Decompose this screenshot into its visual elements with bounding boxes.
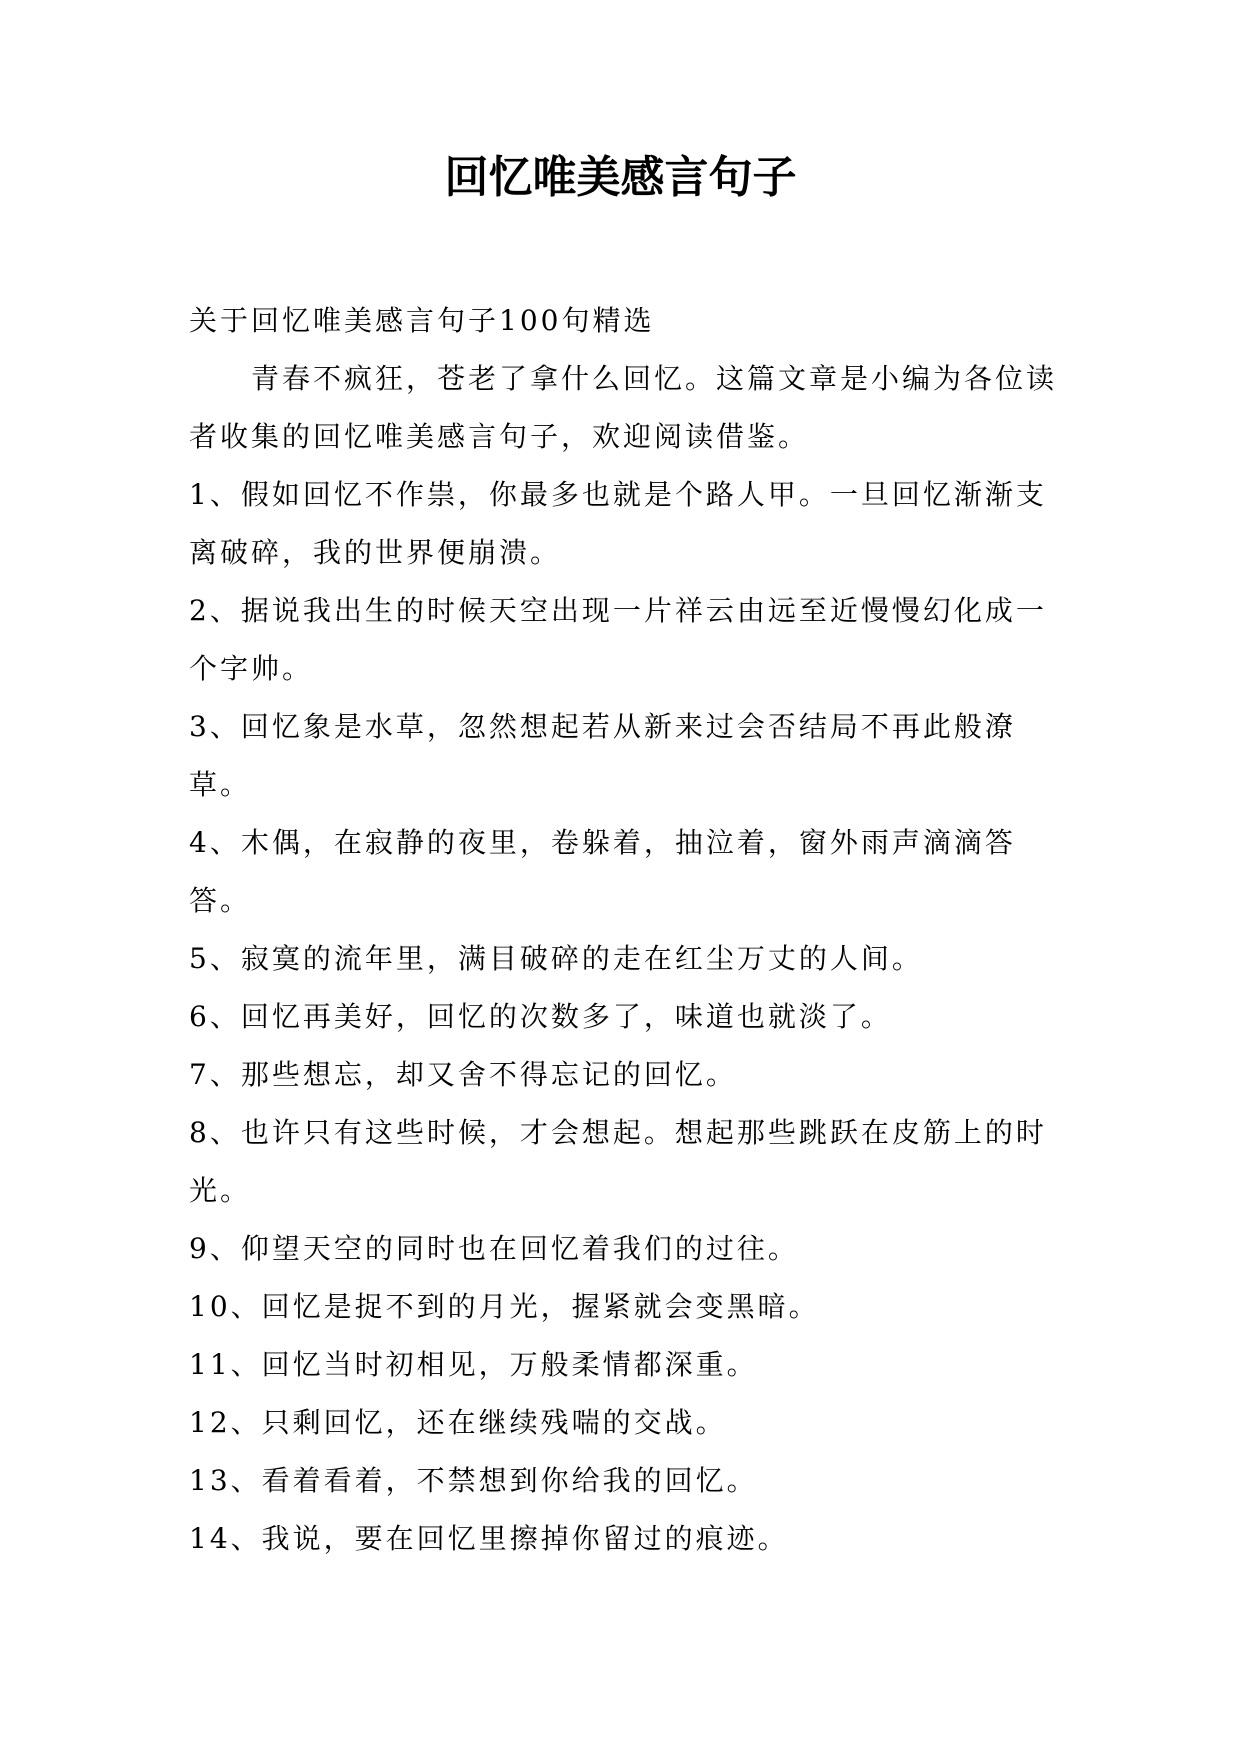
list-item: 8、也许只有这些时候，才会想起。想起那些跳跃在皮筋上的时光。 [189,1116,1047,1207]
list-item: 5、寂寞的流年里，满目破碎的走在红尘万丈的人间。 [189,942,923,975]
intro-paragraph: 青春不疯狂，苍老了拿什么回忆。这篇文章是小编为各位读者收集的回忆唯美感言句子，欢迎阅读借鉴。 [189,362,1058,453]
list-item: 11、回忆当时初相见，万般柔情都深重。 [189,1348,758,1381]
document-body [189,292,1063,1568]
list-item: 14、我说，要在回忆里擦掉你留过的痕迹。 [189,1522,789,1555]
list-item: 6、回忆再美好，回忆的次数多了，味道也就淡了。 [189,1000,892,1033]
list-item: 12、只剩回忆，还在继续残喘的交战。 [189,1406,727,1439]
list-item: 1、假如回忆不作祟，你最多也就是个路人甲。一旦回忆渐渐支离破碎，我的世界便崩溃。 [189,478,1047,569]
list-item: 9、仰望天空的同时也在回忆着我们的过往。 [189,1232,799,1265]
document-title: 回忆唯美感言句子 [444,152,797,203]
list-item: 4、木偶，在寂静的夜里，卷躲着，抽泣着，窗外雨声滴滴答答。 [189,826,1016,917]
list-item: 7、那些想忘，却又舍不得忘记的回忆。 [189,1058,737,1091]
document-subtitle: 关于回忆唯美感言句子100句精选 [189,304,655,337]
list-item: 10、回忆是捉不到的月光，握紧就会变黑暗。 [189,1290,820,1323]
list-item: 13、看着看着，不禁想到你给我的回忆。 [189,1464,758,1497]
list-item: 2、据说我出生的时候天空出现一片祥云由远至近慢慢幻化成一个字帅。 [189,594,1047,685]
list-item: 3、回忆象是水草，忽然想起若从新来过会否结局不再此般潦草。 [189,710,1016,801]
